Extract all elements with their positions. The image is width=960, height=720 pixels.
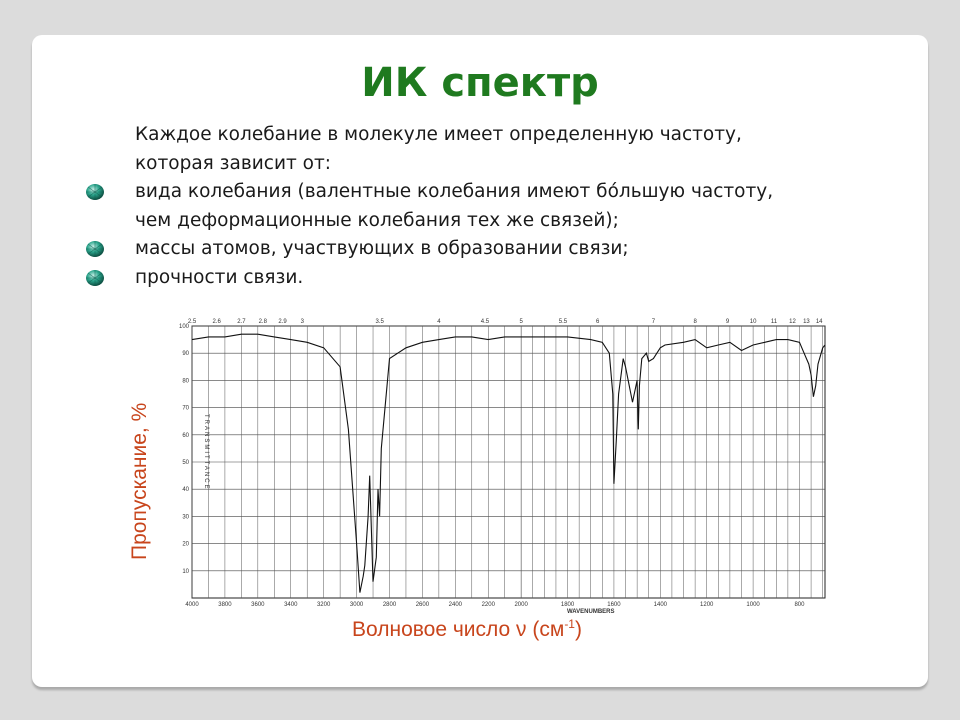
ir-spectrum-chart — [170, 310, 830, 615]
top-tick-label: 4 — [437, 319, 441, 325]
top-tick-label: 3 — [300, 319, 304, 325]
intro-line-1: Каждое колебание в молекуле имеет определенную частоту, — [135, 124, 742, 145]
x-tick-label: 1600 — [607, 602, 621, 608]
x-axis-label-text: Волновое число ν (см — [352, 618, 565, 641]
top-tick-label: 12 — [789, 319, 796, 325]
x-tick-label: 1000 — [746, 602, 760, 608]
top-tick-label: 8 — [693, 319, 697, 325]
bullet-2-line-1 — [135, 235, 895, 264]
y-tick-label: 90 — [182, 351, 189, 358]
top-tick-label: 11 — [770, 319, 778, 325]
y-tick-label: 40 — [182, 487, 189, 494]
y-tick-label: 30 — [182, 514, 189, 521]
bullet-gem-icon — [85, 183, 105, 201]
x-tick-label: 1200 — [700, 602, 714, 608]
inner-x-label: WAVENUMBERS — [566, 609, 615, 615]
x-tick-label: 2000 — [514, 602, 528, 608]
top-tick-label: 2.5 — [187, 319, 197, 325]
top-tick-label: 2.8 — [258, 319, 267, 325]
top-tick-label: 14 — [815, 319, 823, 325]
x-tick-label: 3000 — [349, 602, 364, 608]
y-tick-label: 80 — [182, 378, 189, 385]
x-tick-label: 2800 — [382, 602, 397, 608]
x-tick-label: 3600 — [251, 602, 265, 608]
x-tick-label: 1800 — [560, 602, 575, 608]
y-tick-label: 20 — [182, 541, 189, 548]
bullet-1-line-2: чем деформационные колебания тех же связей); — [135, 209, 619, 231]
top-tick-label: 2.9 — [278, 319, 287, 325]
x-tick-label: 4000 — [185, 602, 199, 608]
bullet-gem-icon — [85, 269, 105, 287]
top-tick-label: 5.5 — [558, 319, 568, 325]
y-tick-label: 100 — [178, 324, 189, 330]
top-tick-label: 3.5 — [375, 319, 384, 325]
y-tick-label: 10 — [182, 568, 189, 575]
x-tick-label: 3400 — [284, 602, 298, 608]
x-tick-label: 800 — [794, 602, 805, 608]
top-tick-label: 10 — [749, 319, 757, 325]
top-tick-label: 13 — [803, 319, 810, 325]
x-tick-label: 3200 — [316, 602, 331, 608]
x-axis-label-end: ) — [574, 618, 582, 641]
slide-title: ИК спектр — [361, 60, 599, 106]
bullet-2-text: массы атомов, участвующих в образовании связи; — [135, 238, 629, 259]
x-axis-label — [352, 617, 582, 642]
bullet-3-text: прочности связи. — [135, 266, 304, 288]
top-tick-label: 6 — [596, 319, 600, 325]
y-tick-label: 50 — [182, 460, 189, 466]
bullet-gem-icon — [85, 240, 105, 258]
top-tick-label: 2.6 — [212, 319, 221, 325]
x-tick-label: 2200 — [481, 602, 495, 608]
inner-y-label: TRANSMITTANCE — [203, 414, 209, 491]
intro-line-2: которая зависит от: — [135, 152, 331, 174]
body-text — [135, 121, 895, 292]
top-tick-label: 2.7 — [237, 319, 246, 325]
top-tick-label: 4.5 — [480, 319, 490, 325]
x-tick-label: 1400 — [653, 602, 668, 608]
x-tick-label: 3800 — [218, 602, 232, 608]
top-tick-label: 5 — [519, 319, 523, 325]
x-tick-label: 2400 — [448, 602, 463, 608]
bullet-1-text-1: вида колебания (валентные колебания имеют бо́льшую частоту, — [135, 181, 774, 202]
y-tick-label: 70 — [182, 405, 189, 412]
top-tick-label: 7 — [651, 319, 656, 325]
y-axis-label: Пропускание, % — [128, 402, 151, 560]
bullet-1-line-1 — [135, 178, 895, 207]
bullet-3-line-1 — [135, 264, 895, 293]
x-axis-label-exp: -1 — [564, 617, 575, 631]
x-tick-label: 2600 — [415, 602, 430, 608]
top-tick-label: 9 — [725, 319, 730, 325]
y-tick-label: 60 — [182, 432, 189, 439]
